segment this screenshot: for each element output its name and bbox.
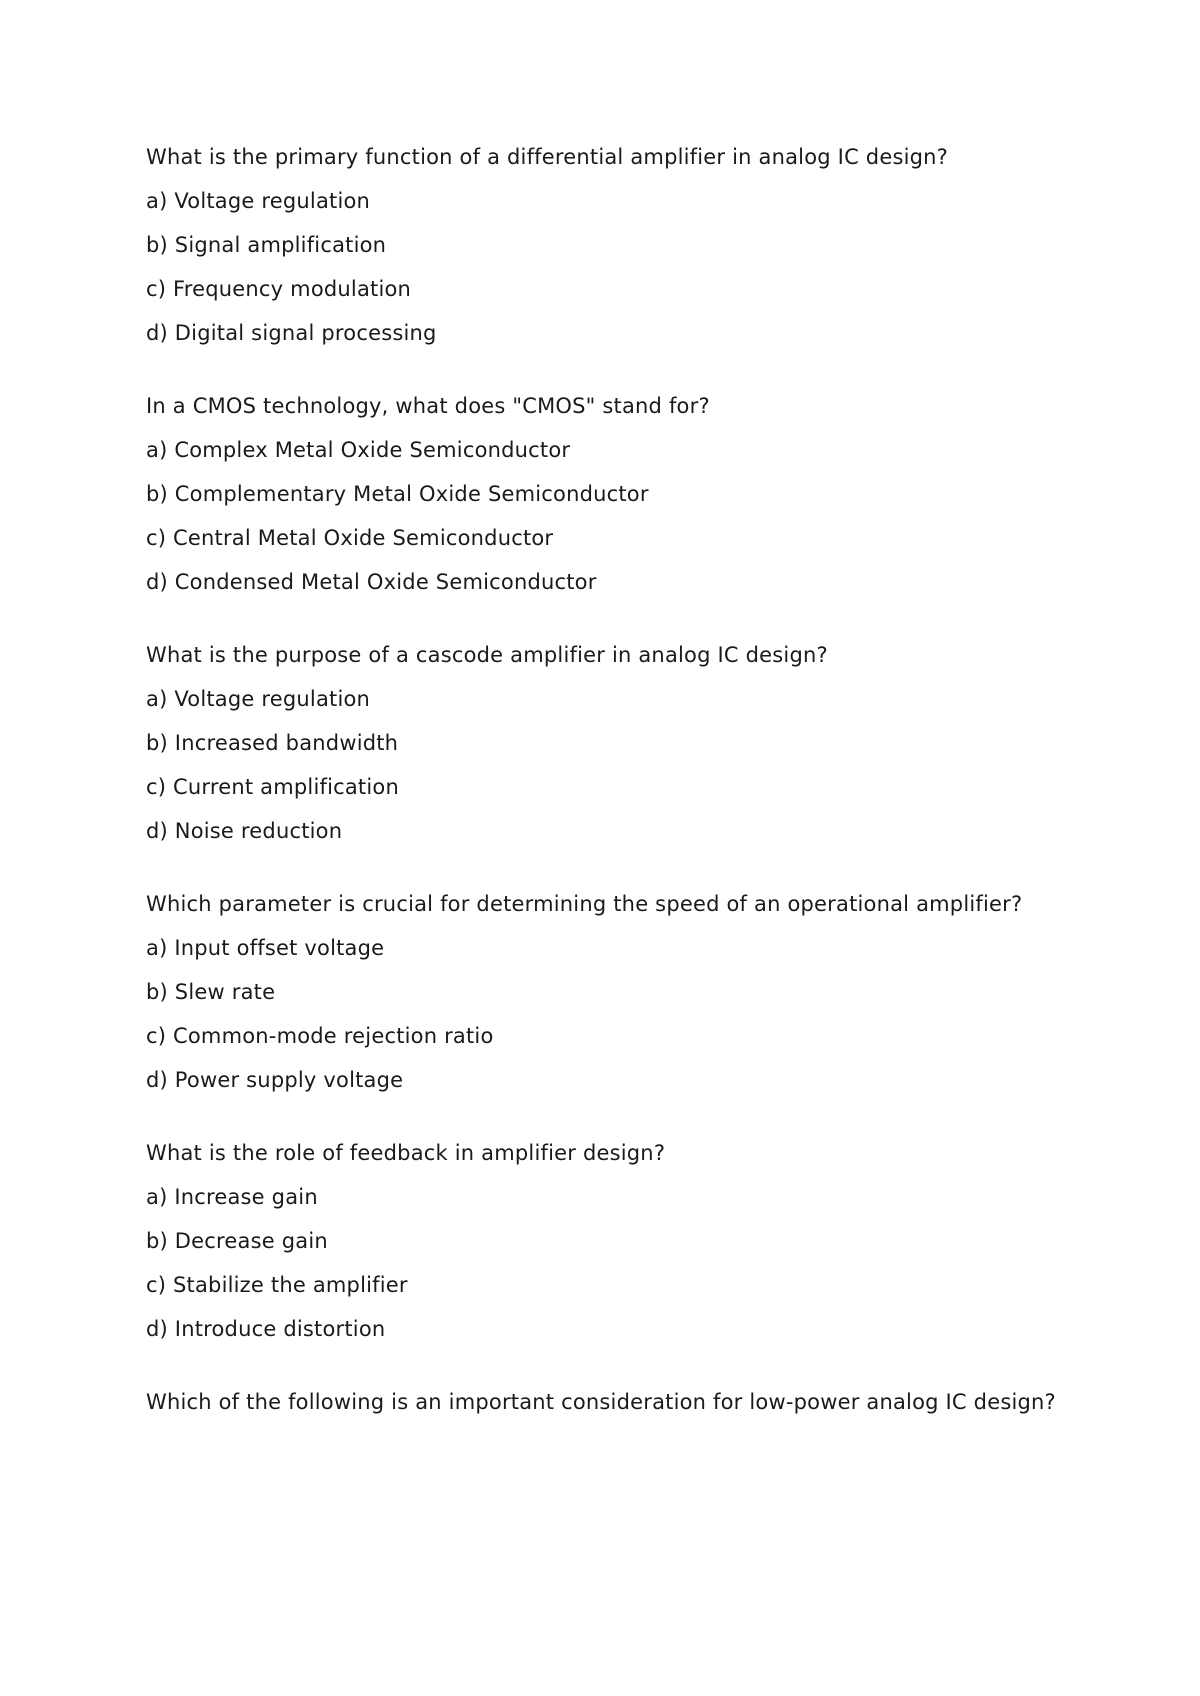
question-block-1 [146, 143, 1066, 348]
question-block-5 [146, 1139, 1066, 1344]
option-b: b) Decrease gain [146, 1229, 328, 1253]
option-b: b) Complementary Metal Oxide Semiconductor [146, 482, 649, 506]
option-c: c) Common-mode rejection ratio [146, 1024, 494, 1048]
option-a: a) Voltage regulation [146, 687, 371, 711]
question-text: What is the role of feedback in amplifier design? [146, 1141, 666, 1165]
option-a: a) Increase gain [146, 1185, 318, 1209]
option-d: d) Noise reduction [146, 819, 343, 843]
option-c: c) Central Metal Oxide Semiconductor [146, 526, 554, 550]
question-block-4 [146, 890, 1066, 1095]
option-b: b) Increased bandwidth [146, 731, 399, 755]
question-block-2 [146, 392, 1066, 597]
option-d: d) Power supply voltage [146, 1068, 404, 1092]
option-c: c) Stabilize the amplifier [146, 1273, 408, 1297]
option-a: a) Voltage regulation [146, 189, 371, 213]
option-d: d) Condensed Metal Oxide Semiconductor [146, 570, 597, 594]
question-text: In a CMOS technology, what does "CMOS" stand for? [146, 394, 710, 418]
option-d: d) Introduce distortion [146, 1317, 386, 1341]
question-text: Which of the following is an important consideration for low-power analog IC design? [146, 1390, 1056, 1414]
option-a: a) Input offset voltage [146, 936, 385, 960]
question-block-3 [146, 641, 1066, 846]
question-block-6 [146, 1388, 1066, 1417]
option-b: b) Signal amplification [146, 233, 387, 257]
question-text: What is the purpose of a cascode amplifier in analog IC design? [146, 643, 828, 667]
option-c: c) Current amplification [146, 775, 399, 799]
question-text: Which parameter is crucial for determining the speed of an operational amplifier? [146, 892, 1023, 916]
option-c: c) Frequency modulation [146, 277, 412, 301]
option-a: a) Complex Metal Oxide Semiconductor [146, 438, 571, 462]
option-b: b) Slew rate [146, 980, 276, 1004]
option-d: d) Digital signal processing [146, 321, 437, 345]
question-text: What is the primary function of a differential amplifier in analog IC design? [146, 145, 949, 169]
document-page [146, 143, 1066, 1461]
